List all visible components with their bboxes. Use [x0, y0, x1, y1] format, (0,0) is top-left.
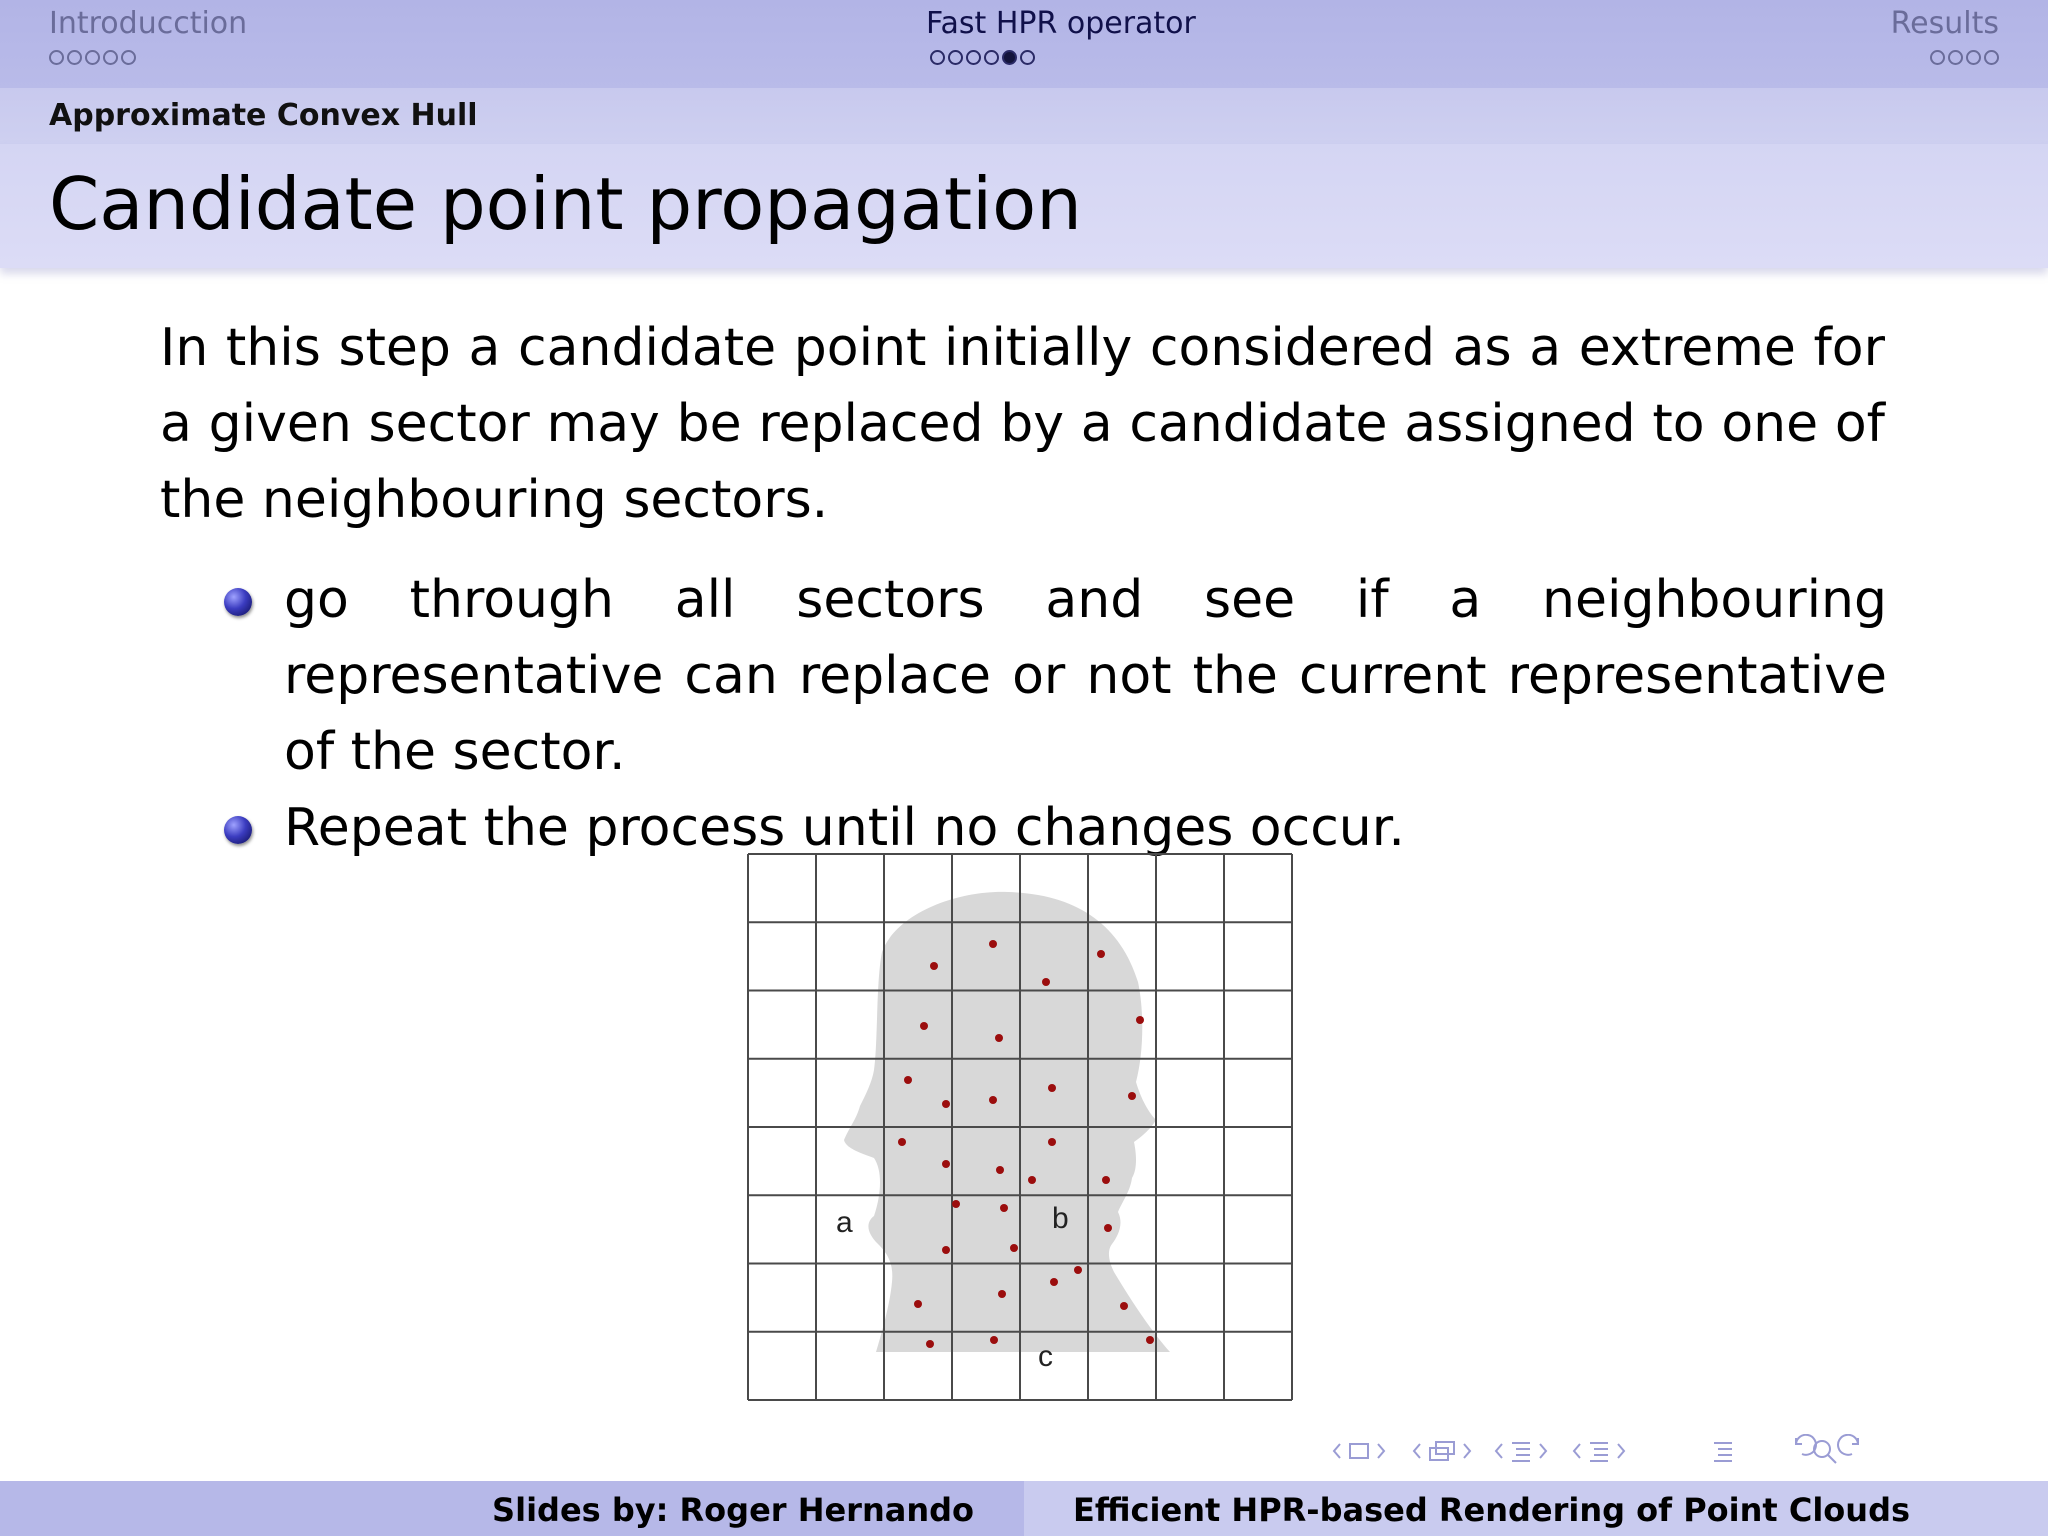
nav-next-arrow-icon[interactable]	[1540, 1444, 1546, 1458]
sample-point	[904, 1076, 912, 1084]
nav-next-arrow-icon[interactable]	[1618, 1444, 1624, 1458]
sample-point	[989, 940, 997, 948]
frame-dot[interactable]	[67, 50, 82, 65]
subsection-title: Approximate Convex Hull	[49, 98, 478, 133]
sample-point	[1097, 950, 1105, 958]
search-icon[interactable]	[1814, 1441, 1836, 1463]
sector-grid-svg	[746, 852, 1294, 1402]
sample-point	[1104, 1224, 1112, 1232]
nav-prev-arrow-icon[interactable]	[1574, 1444, 1580, 1458]
sample-point	[990, 1336, 998, 1344]
frame-title-bar	[0, 144, 2048, 268]
nav-next-arrow-icon[interactable]	[1378, 1444, 1384, 1458]
nav-prev-arrow-icon[interactable]	[1496, 1444, 1502, 1458]
footer-author: Slides by: Roger Hernando	[492, 1491, 974, 1529]
footer-title-box	[1024, 1481, 2048, 1536]
nav-next-arrow-icon[interactable]	[1464, 1444, 1470, 1458]
sample-point	[1048, 1138, 1056, 1146]
sector-grid-lines	[748, 854, 1292, 1400]
nav-section-title[interactable]: Introducction	[49, 6, 248, 41]
sample-point	[989, 1096, 997, 1104]
section-nav-control[interactable]	[1496, 1443, 1546, 1461]
subsection-nav-control[interactable]	[1414, 1442, 1470, 1460]
bullet-text: Repeat the process until no changes occur.	[284, 798, 1405, 858]
nav-frame-dots	[49, 50, 247, 65]
sector-label-a: a	[836, 1206, 853, 1239]
sample-point	[942, 1100, 950, 1108]
frame-dot[interactable]	[1966, 50, 1981, 65]
sample-point	[1048, 1084, 1056, 1092]
sector-label-c: c	[1038, 1340, 1053, 1373]
sample-point	[942, 1160, 950, 1168]
sample-point	[1102, 1176, 1110, 1184]
sample-point	[1050, 1278, 1058, 1286]
footer-talk-title: Efficient HPR-based Rendering of Point Clouds	[1073, 1491, 1911, 1529]
nav-section-introduction[interactable]	[49, 6, 247, 65]
frame-dot[interactable]	[1948, 50, 1963, 65]
frame-dot[interactable]	[49, 50, 64, 65]
frame-dot[interactable]	[930, 50, 945, 65]
subsection-bar	[0, 88, 2048, 144]
sample-point	[1000, 1204, 1008, 1212]
nav-frame-dots	[930, 50, 1196, 65]
sample-point	[1010, 1244, 1018, 1252]
appendix-icon[interactable]	[1714, 1443, 1732, 1461]
presentation-nav-control[interactable]	[1574, 1443, 1624, 1461]
sample-point	[996, 1166, 1004, 1174]
sample-point	[995, 1034, 1003, 1042]
frame-dot[interactable]	[1984, 50, 1999, 65]
frame-dot[interactable]	[103, 50, 118, 65]
sample-point	[920, 1022, 928, 1030]
presentation-icon[interactable]	[1590, 1443, 1608, 1461]
footer-bar	[0, 1481, 2048, 1536]
sample-point	[930, 962, 938, 970]
beamer-navigation-symbols	[1326, 1434, 2018, 1468]
redo-forward-icon[interactable]	[1838, 1435, 1858, 1455]
undo-back-icon[interactable]	[1796, 1435, 1816, 1455]
subsection-icon[interactable]	[1430, 1442, 1454, 1460]
sample-point	[926, 1340, 934, 1348]
frame-dot[interactable]	[121, 50, 136, 65]
sample-point	[1128, 1092, 1136, 1100]
bullet-icon	[224, 588, 252, 616]
sample-point	[1042, 978, 1050, 986]
nav-section-results[interactable]	[1891, 6, 1999, 65]
frame-icon[interactable]	[1350, 1444, 1368, 1458]
sample-point	[1120, 1302, 1128, 1310]
section-icon[interactable]	[1512, 1443, 1530, 1461]
sample-point	[1146, 1336, 1154, 1344]
footer-author-box	[0, 1481, 1024, 1536]
sample-point	[898, 1138, 906, 1146]
nav-frame-dots	[1891, 50, 1999, 65]
frame-dot[interactable]	[966, 50, 981, 65]
frame-dot[interactable]	[1930, 50, 1945, 65]
sample-point	[1136, 1016, 1144, 1024]
header-navigation-bar	[0, 0, 2048, 88]
nav-prev-arrow-icon[interactable]	[1334, 1444, 1340, 1458]
bullet-list	[222, 562, 1887, 866]
frame-dot[interactable]	[85, 50, 100, 65]
sample-point	[942, 1246, 950, 1254]
nav-section-title[interactable]: Fast HPR operator	[926, 6, 1196, 41]
bullet-text: go through all sectors and see if a neighbouring representative can replace or not the current representative of the sector.	[284, 570, 1887, 782]
frame-dot-current[interactable]	[1002, 50, 1017, 65]
sample-point	[1074, 1266, 1082, 1274]
list-item	[222, 562, 1887, 790]
frame-dot[interactable]	[948, 50, 963, 65]
nav-section-title[interactable]: Results	[1890, 6, 1999, 41]
bullet-icon	[224, 816, 252, 844]
sample-point	[952, 1200, 960, 1208]
nav-section-fast-hpr-operator[interactable]	[926, 6, 1196, 65]
frame-dot[interactable]	[984, 50, 999, 65]
frame-nav-control[interactable]	[1334, 1444, 1384, 1458]
nav-prev-arrow-icon[interactable]	[1414, 1444, 1420, 1458]
frame-dot[interactable]	[1020, 50, 1035, 65]
sector-grid-figure	[746, 852, 1294, 1402]
intro-paragraph: In this step a candidate point initially considered as a extreme for a given sector may be replaced by a candidate assigned to one of the neighbouring sectors.	[160, 318, 1885, 530]
head-silhouette	[844, 892, 1170, 1352]
sample-point	[1028, 1176, 1036, 1184]
frame-title: Candidate point propagation	[49, 162, 1082, 246]
sample-point	[998, 1290, 1006, 1298]
sector-label-b: b	[1052, 1202, 1069, 1235]
sample-point	[914, 1300, 922, 1308]
